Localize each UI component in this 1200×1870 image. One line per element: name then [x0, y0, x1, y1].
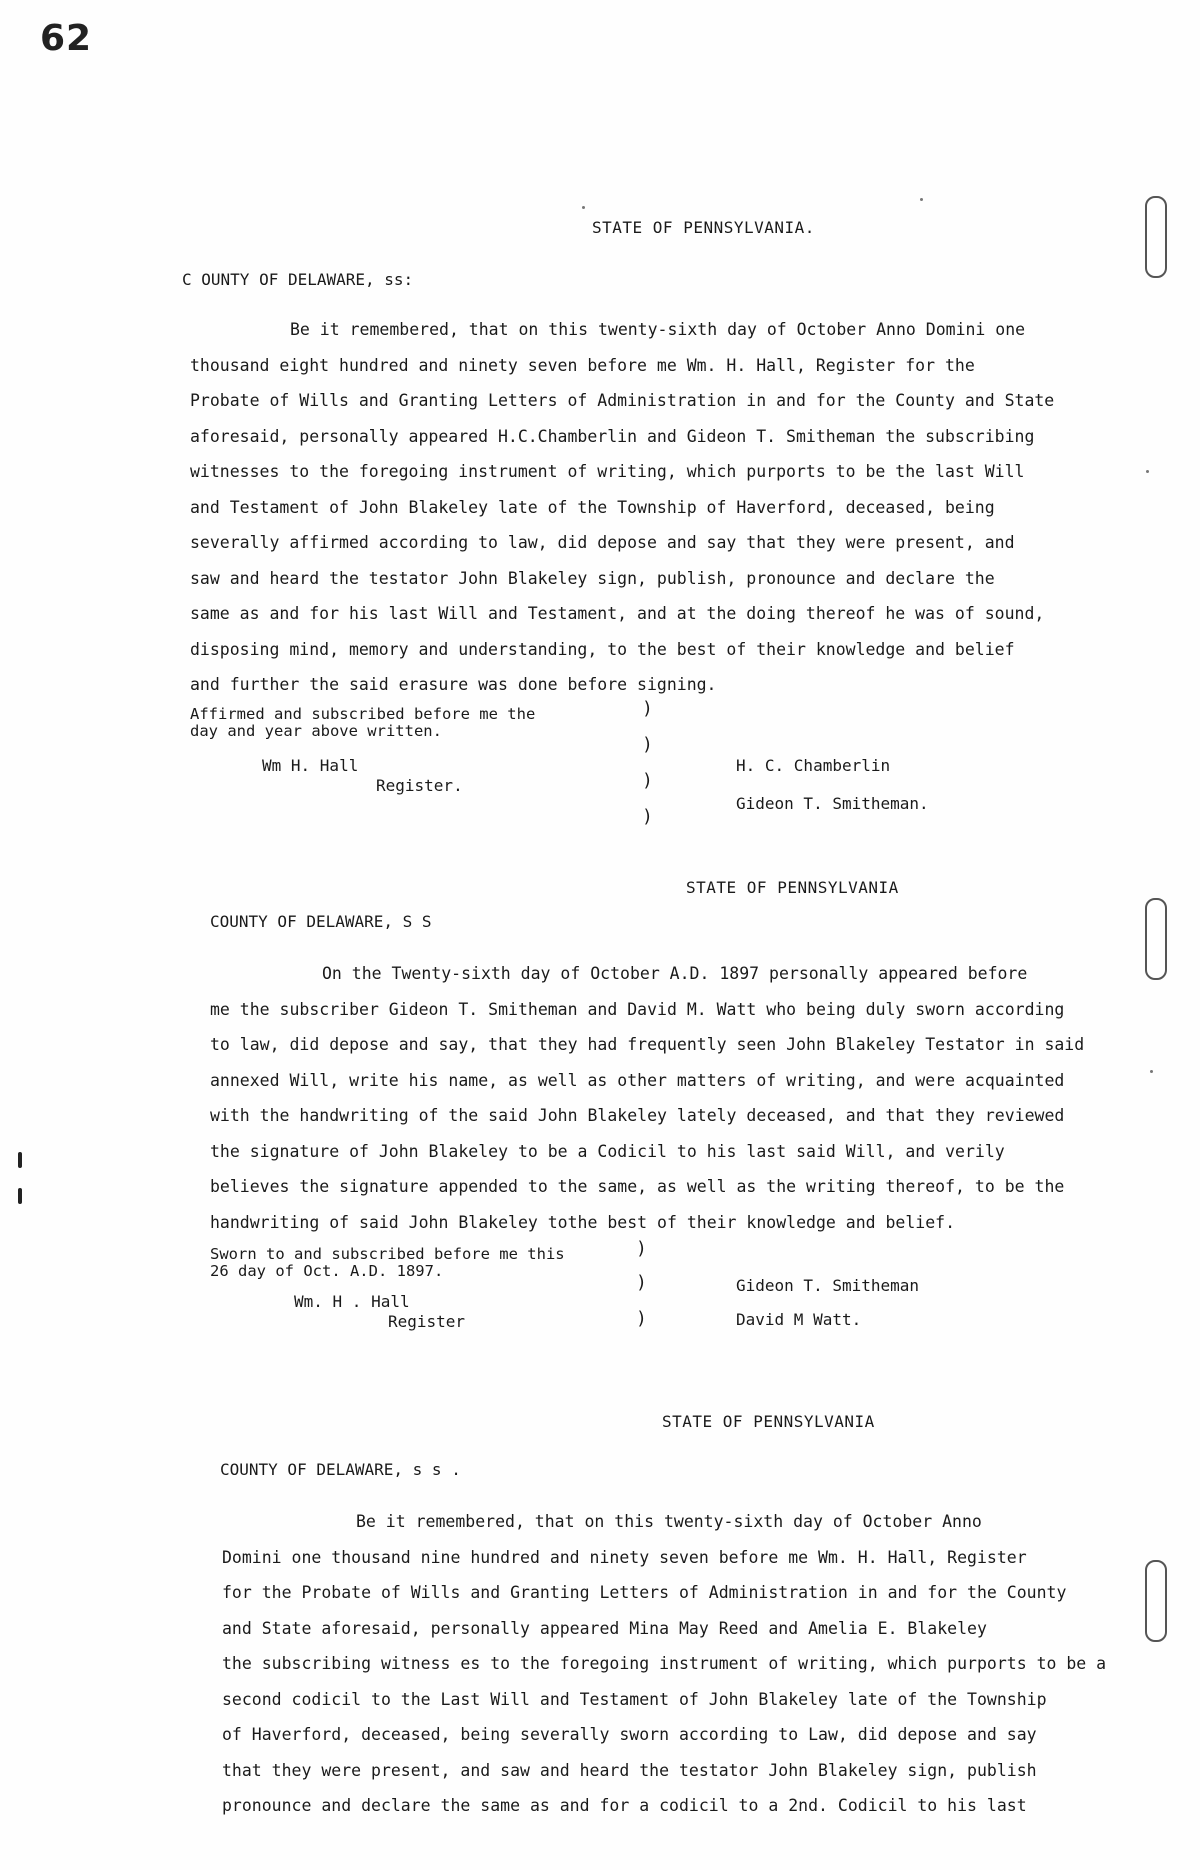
section2-heading: STATE OF PENNSYLVANIA [686, 878, 899, 897]
section1-line: thousand eight hundred and ninety seven before me Wm. H. Hall, Register for the [190, 355, 975, 375]
sworn-line: 26 day of Oct. A.D. 1897. [210, 1262, 444, 1280]
bracket-paren: ) [642, 806, 653, 827]
section1-county: C OUNTY OF DELAWARE, ss: [182, 270, 414, 289]
section1-official-title: Register. [376, 776, 463, 795]
section2-witness: David M Watt. [736, 1310, 862, 1329]
margin-mark [18, 1188, 22, 1204]
section2-line: On the Twenty-sixth day of October A.D. 1897 personally appeared before [322, 964, 1028, 983]
bracket-paren: ) [642, 734, 653, 755]
section3-line: of Haverford, deceased, being severally sworn according to Law, did depose and say [222, 1725, 1037, 1744]
section3-line: and State aforesaid, personally appeared Mina May Reed and Amelia E. Blakeley [222, 1618, 987, 1638]
section1-body [190, 312, 1054, 703]
section3-line: Be it remembered, that on this twenty-sixth day of October Anno [356, 1512, 982, 1531]
punch-hole-bottom [1145, 1560, 1167, 1642]
section3-line: Domini one thousand nine hundred and ninety seven before me Wm. H. Hall, Register [222, 1547, 1027, 1567]
section3-line: that they were present, and saw and heard the testator John Blakeley sign, publish [222, 1760, 1037, 1780]
bracket-paren: ) [636, 1272, 647, 1293]
section2-line: with the handwriting of the said John Blakeley lately deceased, and that they reviewed [210, 1106, 1065, 1125]
section1-line: witnesses to the foregoing instrument of writing, which purports to be the last Will [190, 462, 1025, 481]
bracket-paren: ) [636, 1238, 647, 1259]
page-number: 62 [40, 18, 93, 59]
section2-line: believes the signature appended to the same, as well as the writing thereof, to be the [210, 1177, 1065, 1196]
section2-line: handwriting of said John Blakeley tothe best of their knowledge and belief. [210, 1212, 956, 1232]
section1-line: saw and heard the testator John Blakeley sign, publish, pronounce and declare the [190, 568, 995, 588]
section1-line: and Testament of John Blakeley late of the Township of Haverford, deceased, being [190, 497, 995, 517]
sworn-line: Sworn to and subscribed before me this [210, 1245, 565, 1263]
section3-line: for the Probate of Wills and Granting Letters of Administration in and for the County [222, 1583, 1067, 1602]
section2-official-name: Wm. H . Hall [294, 1292, 410, 1311]
section1-line: and further the said erasure was done before signing. [190, 675, 717, 694]
punch-hole-top [1145, 196, 1167, 278]
section3-line: second codicil to the Last Will and Testament of John Blakeley late of the Township [222, 1689, 1047, 1709]
section3-body [222, 1504, 1106, 1824]
section3-county: COUNTY OF DELAWARE, s s . [220, 1460, 461, 1479]
bracket-paren: ) [642, 770, 653, 791]
bracket-paren: ) [636, 1308, 647, 1329]
bracket-paren: ) [642, 698, 653, 719]
affirm-line: Affirmed and subscribed before me the [190, 705, 536, 723]
section1-witness: Gideon T. Smitheman. [736, 794, 929, 813]
scan-speck [1150, 1070, 1153, 1073]
section1-line: disposing mind, memory and understanding, to the best of their knowledge and belief [190, 639, 1015, 659]
scan-speck [920, 198, 923, 201]
section1-line: severally affirmed according to law, did depose and say that they were present, and [190, 533, 1015, 552]
section2-sworn [210, 1246, 565, 1280]
section3-heading: STATE OF PENNSYLVANIA [662, 1412, 875, 1431]
scan-speck [582, 206, 585, 209]
section2-line: me the subscriber Gideon T. Smitheman and David M. Watt who being duly sworn according [210, 999, 1065, 1019]
section3-line: pronounce and declare the same as and for a codicil to a 2nd. Codicil to his last [222, 1796, 1027, 1815]
margin-mark [18, 1152, 22, 1168]
section1-heading: STATE OF PENNSYLVANIA. [592, 218, 815, 237]
section1-line: Probate of Wills and Granting Letters of Administration in and for the County and State [190, 391, 1055, 410]
section2-witness: Gideon T. Smitheman [736, 1276, 920, 1295]
punch-hole-middle [1145, 898, 1167, 980]
section1-line: Be it remembered, that on this twenty-sixth day of October Anno Domini one [290, 320, 1026, 339]
section1-witness: H. C. Chamberlin [736, 756, 891, 775]
affirm-line: day and year above written. [190, 722, 442, 740]
section2-line: annexed Will, write his name, as well as other matters of writing, and were acquainted [210, 1070, 1065, 1090]
section2-body [210, 956, 1084, 1240]
section1-official-name: Wm H. Hall [262, 756, 359, 775]
section2-official-title: Register [388, 1312, 466, 1331]
section2-line: the signature of John Blakeley to be a Codicil to his last said Will, and verily [210, 1141, 1005, 1161]
section3-line: the subscribing witness es to the foregoing instrument of writing, which purports to be a [222, 1654, 1107, 1673]
section2-line: to law, did depose and say, that they had frequently seen John Blakeley Testator in said [210, 1035, 1085, 1054]
section1-affirmation [190, 706, 535, 740]
section1-line: same as and for his last Will and Testament, and at the doing thereof he was of sound, [190, 604, 1045, 623]
section2-county: COUNTY OF DELAWARE, S S [210, 912, 432, 931]
section1-line: aforesaid, personally appeared H.C.Chamberlin and Gideon T. Smitheman the subscribing [190, 426, 1035, 446]
scan-speck [1146, 470, 1149, 473]
